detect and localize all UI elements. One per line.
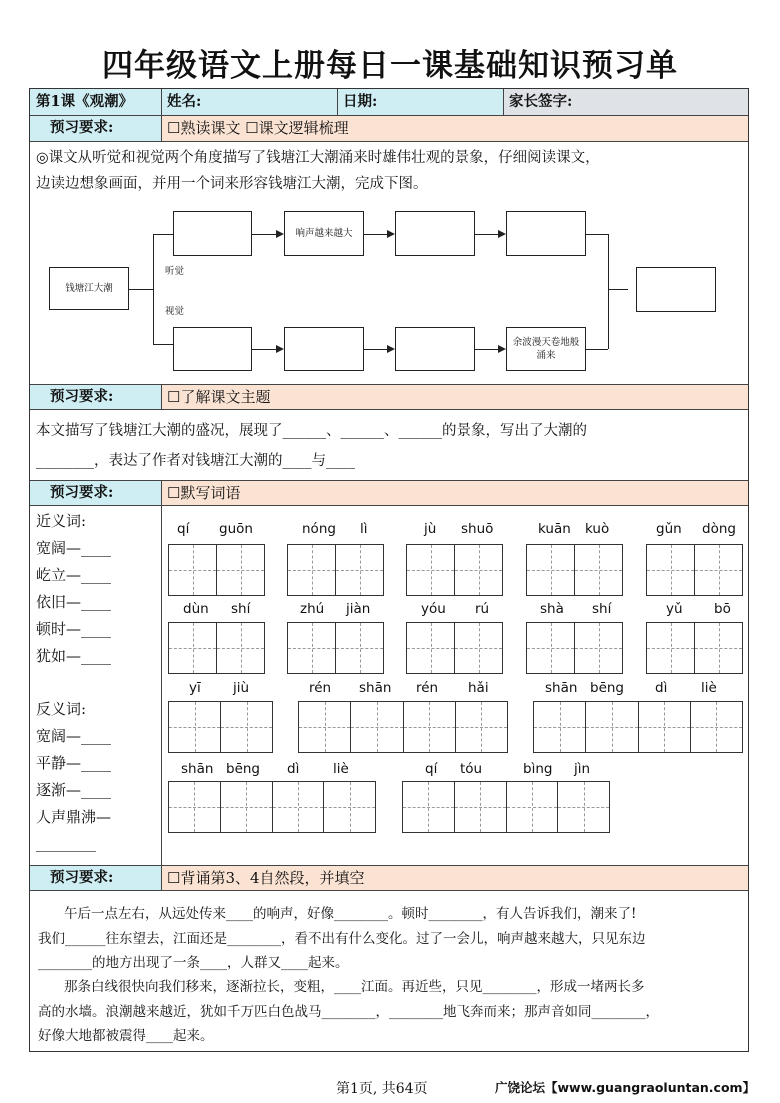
pinyin: yī [189, 680, 201, 696]
flow-connector [475, 234, 499, 235]
pinyin: shuō [461, 521, 494, 537]
flow-connector [364, 349, 388, 350]
req-label: 预习要求: [50, 119, 114, 136]
req-label: 预习要求: [50, 869, 114, 886]
flow-connector [129, 289, 153, 290]
synonym-item: 依旧—____ [36, 593, 112, 611]
recite-line: 好像大地都被震得____起来。 [38, 1028, 214, 1044]
pinyin: dì [655, 680, 668, 696]
pinyin: rú [475, 601, 490, 617]
synonym-item: 犹如—____ [36, 647, 112, 665]
pinyin: shí [231, 601, 251, 617]
pinyin: guōn [219, 521, 253, 537]
site-credit: 广饶论坛【www.guangraoluntan.com】 [495, 1080, 756, 1095]
writing-grid[interactable] [298, 701, 508, 753]
pinyin: nóng [302, 521, 336, 537]
flow-connector [586, 349, 608, 350]
name-label: 姓名: [167, 93, 202, 110]
divider [30, 409, 748, 410]
writing-grid[interactable] [168, 544, 265, 596]
page-number: 第1页, 共64页 [336, 1081, 428, 1097]
pinyin: jiàn [346, 601, 371, 617]
req-label: 预习要求: [50, 388, 114, 405]
writing-grid[interactable] [402, 781, 610, 833]
recite-line: 高的水墙。浪潮越来越近，犹如千万匹白色战马________，________地飞奔而来；那声音如同________， [38, 1004, 659, 1020]
req-text-cell [161, 481, 748, 505]
arrow-icon [387, 345, 395, 353]
pinyin: kuò [585, 521, 610, 537]
arrow-icon [276, 230, 284, 238]
antonym-item: ________ [36, 834, 96, 852]
pinyin: bēng [590, 680, 625, 696]
req-text: ☐背诵第3、4自然段，并填空 [167, 869, 365, 887]
branch-label-sight: 视觉 [165, 306, 185, 317]
intro-line-2: 边读边想象画面，并用一个词来形容钱塘江大潮，完成下图。 [36, 176, 428, 192]
pinyin: bō [714, 601, 731, 617]
writing-grid[interactable] [168, 781, 376, 833]
pinyin: yóu [421, 601, 446, 617]
pinyin: hǎi [468, 680, 489, 696]
flow-start-box: 钱塘江大潮 [49, 267, 129, 310]
flow-top-box-2: 响声越来越大 [284, 211, 364, 256]
pinyin: bìng [523, 761, 553, 777]
pinyin: jìn [574, 761, 591, 777]
flow-connector [608, 289, 628, 290]
flow-top-box-4 [506, 211, 586, 256]
synonym-item: 宽阔—____ [36, 539, 112, 557]
pinyin: shān [545, 680, 578, 696]
pinyin: zhú [300, 601, 325, 617]
antonyms-title: 反义词: [36, 700, 87, 718]
divider [161, 116, 162, 141]
arrow-icon [498, 345, 506, 353]
pinyin: rén [309, 680, 332, 696]
divider [161, 481, 162, 865]
pinyin: lì [360, 521, 368, 537]
pinyin: qí [177, 521, 190, 537]
flow-bottom-box-1 [173, 327, 252, 371]
arrow-icon [276, 345, 284, 353]
pinyin: liè [333, 761, 349, 777]
writing-grid[interactable] [287, 544, 384, 596]
flow-connector [153, 234, 173, 235]
divider [161, 385, 162, 409]
page-title: 四年级语文上册每日一课基础知识预习单 [102, 48, 678, 84]
antonym-item: 逐渐—____ [36, 781, 112, 799]
date-label: 日期: [343, 93, 378, 110]
recite-line: 午后一点左右，从远处传来____的响声，好像________。顿时________，有人告诉我们，潮来了! [64, 906, 637, 922]
divider [161, 866, 162, 890]
writing-grid[interactable] [406, 544, 503, 596]
req-text: ☐了解课文主题 [167, 388, 271, 406]
pinyin: tóu [460, 761, 483, 777]
pinyin: dòng [702, 521, 736, 537]
flow-top-box-1 [173, 211, 252, 256]
divider [503, 89, 504, 115]
flow-connector [586, 234, 608, 235]
flow-connector [252, 349, 276, 350]
arrow-icon [498, 230, 506, 238]
flow-bottom-box-4: 余波漫天卷地般涌来 [506, 327, 586, 371]
branch-label-hearing: 听觉 [165, 266, 185, 277]
flow-result-box [636, 267, 716, 312]
antonym-item: 宽阔—____ [36, 727, 112, 745]
req-text: ☐默写词语 [167, 484, 241, 502]
flow-bottom-box-2 [284, 327, 364, 371]
synonym-item: 屹立—____ [36, 566, 112, 584]
writing-grid[interactable] [526, 544, 623, 596]
divider [30, 505, 748, 506]
divider [337, 89, 338, 115]
writing-grid[interactable] [287, 622, 384, 674]
writing-grid[interactable] [168, 701, 273, 753]
antonym-item: 人声鼎沸— [36, 808, 112, 826]
pinyin: shí [592, 601, 612, 617]
pinyin: qí [425, 761, 438, 777]
flow-connector [608, 234, 609, 349]
parent-sign-label: 家长签字: [509, 93, 573, 110]
lesson-title: 第1课《观潮》 [36, 93, 134, 110]
writing-grid[interactable] [168, 622, 265, 674]
theme-line-2: ________，表达了作者对钱塘江大潮的____与____ [36, 453, 355, 469]
arrow-icon [387, 230, 395, 238]
pinyin: shà [540, 601, 564, 617]
theme-line-1: 本文描写了钱塘江大潮的盛况，展现了______、______、______的景象，写出了大潮的 [36, 423, 587, 439]
pinyin: jiù [233, 680, 250, 696]
pinyin: shān [359, 680, 392, 696]
writing-grid[interactable] [646, 544, 743, 596]
synonym-item: 顿时—____ [36, 620, 112, 638]
divider [30, 141, 748, 142]
recite-line: 我们______往东望去，江面还是________，看不出有什么变化。过了一会儿，响声越来越大，只见东边 [38, 931, 646, 947]
writing-grid[interactable] [526, 622, 623, 674]
pinyin: shān [181, 761, 214, 777]
worksheet [29, 88, 749, 1052]
req-label: 预习要求: [50, 484, 114, 501]
pinyin: liè [701, 680, 717, 696]
writing-grid[interactable] [406, 622, 503, 674]
pinyin: rén [416, 680, 439, 696]
flow-connector [153, 344, 173, 345]
flow-top-box-3 [395, 211, 475, 256]
pinyin: dì [287, 761, 300, 777]
pinyin: bēng [226, 761, 261, 777]
flow-bottom-box-3 [395, 327, 475, 371]
flow-connector [475, 349, 499, 350]
divider [30, 890, 748, 891]
recite-line: 那条白线很快向我们移来，逐渐拉长，变粗，____江面。再近些，只见________，形成一堵两长多 [64, 979, 645, 995]
divider [161, 89, 162, 115]
pinyin: gǔn [656, 521, 682, 537]
req-text: ☐熟读课文 ☐课文逻辑梳理 [167, 119, 349, 137]
pinyin: kuān [538, 521, 571, 537]
pinyin: dùn [183, 601, 209, 617]
flow-connector [252, 234, 276, 235]
pinyin: jù [424, 521, 437, 537]
writing-grid[interactable] [533, 701, 743, 753]
flow-connector [364, 234, 388, 235]
flow-connector [153, 234, 154, 344]
writing-grid[interactable] [646, 622, 743, 674]
synonyms-title: 近义词: [36, 512, 87, 530]
recite-line: ________的地方出现了一条____，人群又____起来。 [38, 955, 349, 971]
pinyin: yǔ [666, 601, 683, 617]
antonym-item: 平静—____ [36, 754, 112, 772]
intro-line-1: ◎课文从听觉和视觉两个角度描写了钱塘江大潮涌来时雄伟壮观的景象，仔细阅读课文， [36, 150, 600, 166]
